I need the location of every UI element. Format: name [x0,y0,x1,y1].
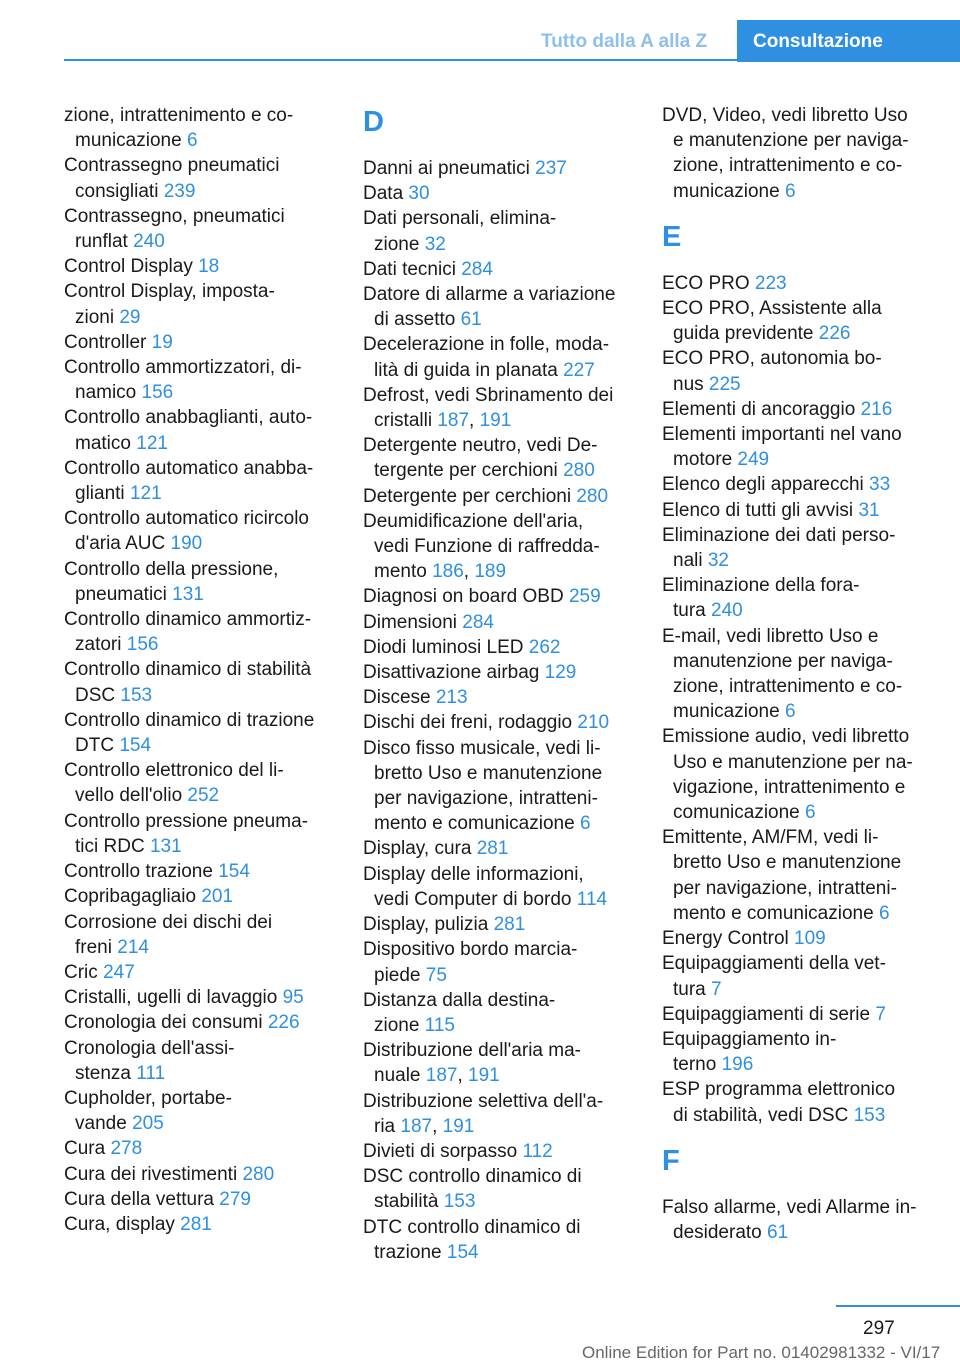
page-link[interactable]: 153 [443,1191,476,1213]
page-link[interactable]: 156 [126,634,159,656]
index-entry [363,836,633,861]
page-link[interactable]: 190 [170,533,203,555]
index-entry [662,422,932,472]
page-link[interactable]: 205 [132,1113,164,1135]
page-link[interactable]: 262 [528,636,561,658]
entry-text: Disco fisso musicale, vedi li- [363,737,601,759]
entry-text: Controllo pressione pneuma- [64,810,308,832]
page-link[interactable]: 6 [579,813,591,835]
index-entry [662,397,932,422]
entry-text: nus [673,373,704,395]
entry-text: Controllo dinamico di trazione [64,709,315,731]
entry-text: Deumidificazione dell'aria, [363,510,584,532]
entry-text: Diagnosi on board OBD [363,586,564,608]
entry-text: Energy Control [662,928,789,950]
index-entry [363,257,633,282]
index-letter-d: D [363,106,384,138]
entry-text: per navigazione, intratteni- [374,788,598,810]
entry-text: matico [75,432,131,454]
page-link[interactable]: 75 [425,964,447,986]
index-entry: Distribuzione selettiva dell'a- ria 187, 191 [363,1090,604,1137]
page-link[interactable]: 216 [860,398,893,420]
entry-text: Dati personali, elimina- [363,208,557,230]
entry-text: Controllo trazione [64,861,213,883]
index-entry [662,951,932,1001]
entry-text: stabilità [374,1191,439,1213]
entry-text: DVD, Video, vedi libretto Uso [662,105,908,126]
entry-text: Diodi luminosi LED [363,636,524,658]
index-entry [64,708,334,758]
page-link[interactable]: 201 [201,886,234,908]
page-link[interactable]: 32 [707,550,729,572]
index-entry [662,1002,932,1027]
page-link[interactable]: 153 [853,1104,886,1126]
entry-text: Elementi importanti nel vano [662,424,902,446]
index-entry [662,1195,932,1245]
index-entry [64,859,334,884]
index-entry [662,825,932,926]
page-link[interactable]: 7 [875,1003,886,1025]
entry-text: vedi Funzione di raffredda- [374,536,600,558]
entry-text: Dischi dei freni, rodaggio [363,712,573,734]
page-link[interactable]: 115 [424,1014,455,1036]
page-link[interactable]: 95 [282,987,304,1009]
index-entry [363,862,633,912]
entry-text: tici RDC [75,835,145,857]
entry-text: di stabilità, vedi DSC [673,1104,849,1126]
entry-text: Cupholder, portabe- [64,1087,232,1109]
entry-text: Dimensioni [363,611,457,633]
entry-text: municazione [673,180,780,202]
entry-text: Defrost, vedi Sbrinamento dei [363,384,614,406]
page-link[interactable]: 19 [151,331,173,353]
index-entry [64,330,334,355]
entry-text: di assetto [374,309,456,331]
page-link[interactable]: 154 [446,1241,479,1263]
entry-text: zione, intrattenimento e co- [673,155,903,177]
entry-text: Eliminazione dei dati perso- [662,524,896,546]
index-entry [363,156,633,181]
entry-text: bretto Uso e manutenzione [673,852,902,874]
page-link[interactable]: 111 [136,1062,166,1084]
index-entry [363,433,633,483]
index-entry [363,736,633,837]
entry-text: Equipaggiamenti della vet- [662,953,886,975]
page-link[interactable]: 225 [708,373,741,395]
index-entry [64,657,334,707]
entry-text: Cura dei rivestimenti [64,1163,238,1185]
page-link[interactable]: 226 [818,323,851,345]
entry-text: guida previdente [673,323,814,345]
index-entry [64,153,334,203]
entry-text: vigazione, intrattenimento e [673,776,906,798]
page-link[interactable]: 153 [120,684,153,706]
index-column-2 [363,103,633,1265]
page-link[interactable]: 226 [267,1012,300,1034]
page-link[interactable]: 223 [754,272,787,294]
entry-text: Discese [363,687,431,709]
index-entry [662,271,932,296]
index-entry: Distribuzione dell'aria ma- nuale 187, 191 [363,1040,581,1087]
entry-text: Display, cura [363,838,472,860]
entry-text: Equipaggiamenti di serie [662,1003,871,1025]
page-link[interactable]: 240 [133,231,165,253]
entry-text: consigliati [75,180,159,202]
entry-text: zione [374,233,420,255]
page-link[interactable]: 191 [442,1115,475,1137]
entry-text: Controllo ammortizzatori, di- [64,357,302,379]
entry-text: Display, pulizia [363,914,489,936]
entry-text: Divieti di sorpasso [363,1140,518,1162]
page-link[interactable]: 252 [187,785,220,807]
index-entry [64,103,334,153]
page-link[interactable]: 109 [794,928,826,950]
entry-text: motore [673,449,733,471]
entry-text: Detergente neutro, vedi De- [363,435,598,457]
page-link[interactable]: 187 [437,410,470,432]
page-link[interactable]: 280 [242,1163,275,1185]
entry-text: Cronologia dei consumi [64,1012,263,1034]
index-entry [363,710,633,735]
entry-text: Cristalli, ugelli di lavaggio [64,987,278,1009]
entry-text: zione, intrattenimento e co- [64,105,294,126]
page-link[interactable]: 112 [522,1140,553,1162]
index-entry [662,296,932,346]
page-link[interactable]: 281 [493,914,526,936]
index-column-1 [64,103,334,1237]
entry-text: zioni [75,306,115,328]
index-entry [662,498,932,523]
entry-text: pneumatici [75,583,167,605]
index-column-3 [662,103,932,1245]
entry-text: Emittente, AM/FM, vedi li- [662,827,879,849]
entry-text: Cura, display [64,1213,175,1235]
index-entry [363,610,633,635]
entry-text: ECO PRO, Assistente alla [662,298,882,320]
entry-text: Controllo dinamico di stabilità [64,659,312,681]
entry-text: ECO PRO [662,272,750,294]
entry-text: piede [374,964,421,986]
entry-text: glianti [75,483,125,505]
index-entry [64,1086,334,1136]
entry-text: Copribagagliaio [64,886,197,908]
entry-text: namico [75,382,137,404]
entry-text: lità di guida in planata [374,359,558,381]
page-link[interactable]: 30 [408,183,430,205]
entry-text: nali [673,550,703,572]
index-entry [363,660,633,685]
entry-text: mento [374,561,427,583]
entry-text: Controller [64,331,147,353]
chapter-tab [737,20,960,62]
page-link[interactable]: 214 [117,936,149,958]
entry-text: Contrassegno pneumatici [64,155,280,177]
page-link[interactable]: 31 [858,499,880,521]
page-link[interactable]: 32 [424,233,446,255]
entry-text: vande [75,1113,127,1135]
page-link[interactable]: 18 [198,256,220,278]
index-entry [64,960,334,985]
entry-text: tergente per cerchioni [374,460,558,482]
entry-text: Distribuzione dell'aria ma- [363,1040,581,1062]
page-link[interactable]: 6 [186,130,198,152]
entry-text: vello dell'olio [75,785,183,807]
entry-text: Disattivazione airbag [363,662,540,684]
page-link[interactable]: 6 [805,802,816,824]
page-link[interactable]: 240 [711,600,743,622]
index-entry [64,884,334,909]
entry-text: Controllo elettronico del li- [64,760,284,782]
index-entry [64,355,334,405]
page-link[interactable]: 284 [461,258,493,280]
entry-text: ESP programma elettronico [662,1079,896,1101]
entry-text: DSC controllo dinamico di [363,1166,582,1188]
entry-text: tura [673,978,706,1000]
page-link[interactable]: 210 [577,712,610,734]
entry-text: municazione [75,130,182,152]
page-link[interactable]: 227 [563,359,595,381]
entry-text: freni [75,936,112,958]
entry-text: mento e comunicazione [673,902,874,924]
entry-text: ECO PRO, autonomia bo- [662,348,882,370]
page-link[interactable]: 186 [432,561,464,583]
entry-text: Uso e manutenzione per na- [673,751,913,773]
index-entry [64,456,334,506]
page-link[interactable]: 154 [218,861,250,883]
page-link[interactable]: 196 [721,1054,754,1076]
entry-text: Display delle informazioni, [363,863,584,885]
entry-text: Data [363,183,404,205]
index-entry: Defrost, vedi Sbrinamento dei cristalli 187, 191 [363,384,614,432]
entry-text: Cric [64,961,98,983]
index-entry [64,1187,334,1212]
entry-text: zione [374,1014,420,1036]
index-entry [64,279,334,329]
entry-text: DSC [75,684,116,706]
index-entry [64,204,334,254]
header-rule [64,59,960,61]
entry-text: runflat [75,231,128,253]
page-link[interactable]: 121 [129,483,162,505]
index-entry [662,523,932,573]
entry-text: comunicazione [673,802,800,824]
entry-text: Controllo automatico anabba- [64,457,314,479]
index-entry [662,346,932,396]
entry-text: d'aria AUC [75,533,166,555]
entry-text: Distribuzione selettiva dell'a- [363,1090,604,1112]
index-letter-e: E [662,220,682,253]
page-link[interactable]: 131 [149,835,182,857]
entry-text: Cronologia dell'assi- [64,1037,235,1059]
entry-text: Eliminazione della fora- [662,575,860,597]
entry-text: desiderato [673,1221,762,1243]
index-entry [662,624,932,725]
entry-text: Corrosione dei dischi dei [64,911,273,933]
entry-text: Elementi di ancoraggio [662,398,856,420]
page-link[interactable]: 29 [119,306,141,328]
entry-text: bretto Uso e manutenzione [374,762,603,784]
page-number: 297 [863,1318,895,1339]
index-entry [363,1164,633,1214]
page-link[interactable]: 61 [767,1221,789,1243]
index-entry [64,607,334,657]
index-entry [662,573,932,623]
page-link[interactable]: 281 [476,838,509,860]
page-link[interactable]: 121 [136,432,168,454]
page-link[interactable]: 6 [784,180,796,202]
edition-note: Online Edition for Part no. 01402981332 - VI/17 [582,1343,941,1362]
entry-text: Equipaggiamento in- [662,1028,837,1050]
index-entry [662,103,932,204]
index-entry [363,181,633,206]
entry-text: manutenzione per naviga- [673,650,893,672]
page-link[interactable]: 279 [219,1188,251,1210]
entry-text: DTC [75,735,115,757]
index-entry [64,910,334,960]
page-link[interactable]: 280 [576,485,609,507]
index-entry [363,937,633,987]
index-entry [363,1215,633,1265]
entry-text: e manutenzione per naviga- [673,130,909,152]
index-entry [363,635,633,660]
index-entry [64,985,334,1010]
page-link[interactable]: 33 [869,474,891,496]
page-link[interactable]: 6 [784,701,796,723]
entry-text: Control Display, imposta- [64,281,275,303]
entry-text: Falso allarme, vedi Allarme in- [662,1196,917,1218]
entry-text: Dati tecnici [363,258,456,280]
page-link[interactable]: 213 [435,687,468,709]
page-link[interactable]: 280 [563,460,595,482]
entry-text: Controllo dinamico ammortiz- [64,609,312,631]
index-entry [363,584,633,609]
page-link[interactable]: 154 [119,735,152,757]
index-entry [662,472,932,497]
entry-text: vedi Computer di bordo [374,888,572,910]
index-entry [363,685,633,710]
index-entry [64,1036,334,1086]
index-entry [363,484,633,509]
page-link[interactable]: 6 [878,902,890,924]
entry-text: per navigazione, intratteni- [673,877,897,899]
index-entry [662,1027,932,1077]
entry-text: Distanza dalla destina- [363,989,556,1011]
chapter-tab-label: Consultazione [753,31,883,52]
index-entry [363,206,633,256]
index-entry [64,506,334,556]
entry-text: terno [673,1054,717,1076]
page-link[interactable]: 191 [468,1065,500,1087]
index-entry [363,988,633,1038]
index-letter-f: F [662,1144,680,1177]
entry-text: Elenco degli apparecchi [662,474,864,496]
entry-text: zatori [75,634,122,656]
page-link[interactable]: 156 [141,382,174,404]
section-title: Tutto dalla A alla Z [541,31,708,52]
index-entry [64,405,334,455]
page-link[interactable]: 247 [103,961,135,983]
entry-text: Contrassegno, pneumatici [64,205,285,227]
entry-text: Dispositivo bordo marcia- [363,939,578,961]
entry-text: Danni ai pneumatici [363,158,530,179]
index-entry [64,1162,334,1187]
index-entry [64,557,334,607]
entry-text: tura [673,600,706,622]
page-link[interactable]: 284 [462,611,494,633]
entry-text: DTC controllo dinamico di [363,1216,581,1238]
footer-rule [836,1305,960,1307]
index-entry [64,1010,334,1035]
index-entry [64,1212,334,1237]
entry-text: Controllo anabbaglianti, auto- [64,407,313,429]
page-link[interactable]: 189 [474,561,507,583]
page-link[interactable]: 237 [535,158,567,179]
index-entry [363,912,633,937]
entry-text: Controllo della pressione, [64,558,279,580]
index-entry [64,1136,334,1161]
entry-text: Cura [64,1138,106,1160]
page-link[interactable]: 187 [425,1065,458,1087]
index-entry [64,758,334,808]
index-entry [64,254,334,279]
entry-text: trazione [374,1241,442,1263]
entry-text: E-mail, vedi libretto Uso e [662,625,879,647]
page-link[interactable]: 239 [163,180,196,202]
index-entry [662,1077,932,1127]
entry-text: Controllo automatico ricircolo [64,508,309,530]
page-link[interactable]: 259 [568,586,601,608]
page-header [0,0,960,62]
page-link[interactable]: 129 [544,662,577,684]
page-link[interactable]: 249 [737,449,770,471]
entry-text: Cura della vettura [64,1188,214,1210]
index-entry [363,332,633,382]
entry-text: municazione [673,701,780,723]
page-link[interactable]: 191 [479,410,512,432]
entry-text: ria [374,1115,396,1137]
page-link[interactable]: 114 [576,888,608,910]
page-link[interactable]: 131 [172,583,204,605]
entry-text: zione, intrattenimento e co- [673,676,903,698]
entry-text: cristalli [374,410,433,432]
entry-text: Decelerazione in folle, moda- [363,334,610,356]
page-link[interactable]: 7 [711,978,722,1000]
index-entry [662,926,932,951]
page-link[interactable]: 61 [460,309,482,331]
page-link[interactable]: 278 [110,1138,143,1160]
index-entry [363,1139,633,1164]
entry-text: nuale [374,1065,421,1087]
page-link[interactable]: 281 [180,1213,212,1235]
entry-text: stenza [75,1062,131,1084]
index-entry: Deumidificazione dell'aria, vedi Funzione di raffredda- mento 186, 189 [363,510,600,583]
index-entry [662,724,932,825]
index-entry [363,282,633,332]
entry-text: Elenco di tutti gli avvisi [662,499,854,521]
index-entry [64,809,334,859]
entry-text: Datore di allarme a variazione [363,284,616,306]
entry-text: mento e comunicazione [374,813,575,835]
page-link[interactable]: 187 [400,1115,433,1137]
entry-text: Emissione audio, vedi libretto [662,726,910,748]
entry-text: Control Display [64,256,193,278]
entry-text: Detergente per cerchioni [363,485,572,507]
